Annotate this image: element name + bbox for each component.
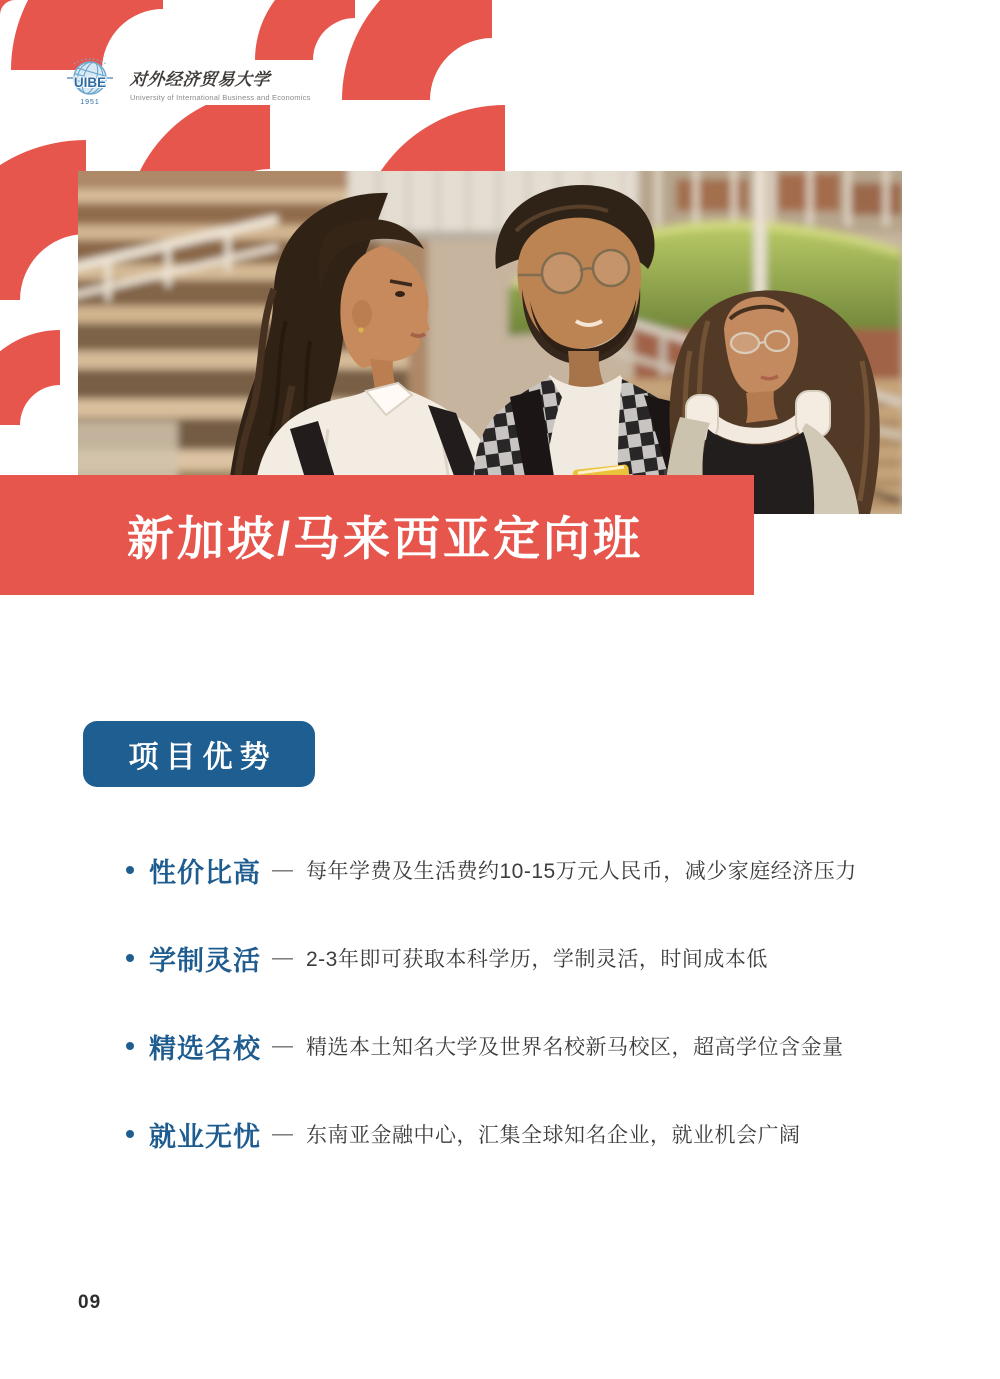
page-title: 新加坡/马来西亚定向班	[127, 511, 644, 565]
svg-text:UIBE: UIBE	[73, 75, 107, 90]
bullet-dot-icon	[126, 866, 134, 874]
dash-separator: —	[272, 858, 293, 881]
advantage-title: 就业无忧	[149, 1121, 261, 1152]
advantage-description: 2-3年即可获取本科学历，学制灵活，时间成本低	[306, 948, 768, 971]
title-banner	[0, 475, 754, 595]
dash-separator: —	[272, 946, 293, 969]
advantage-description: 精选本土知名大学及世界名校新马校区，超高学位含金量	[306, 1036, 844, 1059]
list-item	[126, 852, 896, 888]
advantage-title: 学制灵活	[149, 945, 261, 976]
dash-separator: —	[272, 1034, 293, 1057]
bullet-dot-icon	[126, 1042, 134, 1050]
bullet-dot-icon	[126, 1130, 134, 1138]
section-badge	[83, 721, 315, 787]
dash-separator: —	[272, 1122, 293, 1145]
page-number: 09	[78, 1292, 102, 1313]
advantage-title: 性价比高	[149, 857, 261, 888]
university-name-block	[124, 61, 319, 105]
list-item	[126, 940, 896, 976]
globe-grid-icon	[66, 56, 114, 110]
list-item	[126, 1116, 896, 1152]
svg-text:1951: 1951	[80, 99, 100, 106]
bullet-dot-icon	[126, 954, 134, 962]
section-badge-label: 项目优势	[128, 741, 277, 774]
students-photo-illustration	[78, 171, 902, 514]
university-logo	[66, 56, 319, 110]
list-item	[126, 1028, 896, 1064]
advantage-title: 精选名校	[149, 1033, 261, 1064]
advantage-description: 每年学费及生活费约10-15万元人民币，减少家庭经济压力	[306, 860, 857, 883]
university-name-en: University of International Business and Economics	[130, 93, 311, 102]
university-name-cn: 对外经济贸易大学	[129, 70, 271, 90]
advantage-description: 东南亚金融中心，汇集全球知名企业，就业机会广阔	[306, 1124, 801, 1147]
hero-photo	[78, 171, 902, 514]
advantages-list	[126, 852, 896, 1204]
